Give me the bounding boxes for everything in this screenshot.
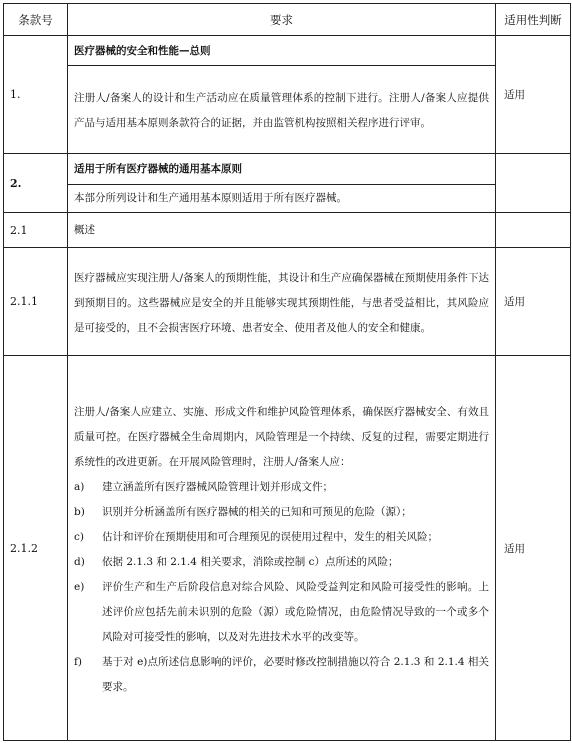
clause-number: 1. xyxy=(4,36,68,154)
table-row xyxy=(4,184,571,212)
list-item: a) 建立涵盖所有医疗器械风险管理计划并形成文件； xyxy=(74,480,333,493)
list-item: b) 识别并分析涵盖所有医疗器械的相关的已知和可预见的危险（源）； xyxy=(74,505,412,518)
list-item: d) 依据 2.1.3 和 2.1.4 相关要求，消除或控制 c）点所述的风险； xyxy=(74,555,399,568)
requirements-table xyxy=(3,3,571,741)
header-applicability: 适用性判断 xyxy=(496,4,571,36)
applicability-value: 适用 xyxy=(496,248,571,356)
table-row xyxy=(4,213,571,248)
table-row xyxy=(4,66,571,154)
requirement-intro: 注册人/备案人应建立、实施、形成文件和维护风险管理体系，确保医疗器械安全、有效且质量可控。在医疗器械全生命周期内，风险管理是一个持续、反复的过程，需要定期进行系统性的改进更新。在开展风险管理时，注册人/备案人应： xyxy=(74,405,489,468)
header-requirement: 要求 xyxy=(68,4,496,36)
list-item: f) 基于对 e)点所述信息影响的评价，必要时修改控制措施以符合 2.1.3 和 2.1.4 相关要求。 xyxy=(74,655,489,693)
clause-number: 2.1.2 xyxy=(4,356,68,741)
header-clause-number: 条款号 xyxy=(4,4,68,36)
table-row xyxy=(4,154,571,185)
table-row xyxy=(4,36,571,66)
section-title: 医疗器械的安全和性能—总则 xyxy=(68,36,496,66)
requirement-text: 医疗器械应实现注册人/备案人的预期性能，其设计和生产应确保器械在预期使用条件下达到预期目的。这些器械应是安全的并且能够实现其预期性能，与患者受益相比，其风险应是可接受的，且不会损害医疗环境、患者安全、使用者及他人的安全和健康。 xyxy=(68,248,496,356)
clause-number: 2. xyxy=(4,154,68,213)
clause-number: 2.1.1 xyxy=(4,248,68,356)
table-header-row xyxy=(4,4,571,36)
clause-number: 2.1 xyxy=(4,213,68,248)
list-item: c) 估计和评价在预期使用和可合理预见的误使用过程中，发生的相关风险； xyxy=(74,530,438,543)
applicability-value: 适用 xyxy=(496,356,571,741)
requirement-text: 本部分所列设计和生产通用基本原则适用于所有医疗器械。 xyxy=(68,184,496,212)
table-row xyxy=(4,356,571,741)
requirement-text: 注册人/备案人的设计和生产活动应在质量管理体系的控制下进行。注册人/备案人应提供产品与适用基本原则条款符合的证据，并由监管机构按照相关程序进行评审。 xyxy=(68,66,496,154)
list-item: e) 评价生产和生产后阶段信息对综合风险、风险受益判定和风险可接受性的影响。上述评价应包括先前未识别的危险（源）或危险情况，由危险情况导致的一个或多个风险对可接受性的影响，以及对先进技术水平的改变等。 xyxy=(74,580,489,643)
table-row xyxy=(4,248,571,356)
requirement-text: 概述 xyxy=(68,213,496,248)
section-title: 适用于所有医疗器械的通用基本原则 xyxy=(68,154,496,185)
applicability-value: 适用 xyxy=(496,36,571,154)
requirement-text xyxy=(68,356,496,741)
